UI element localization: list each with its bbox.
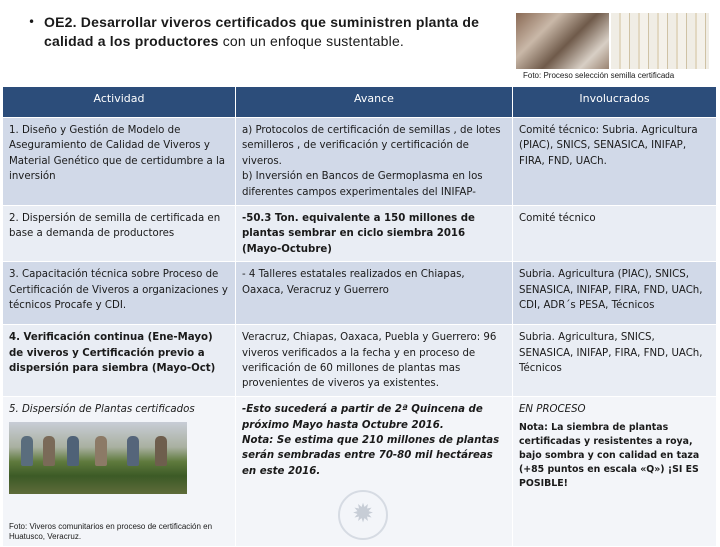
photo-caption-top: Foto: Proceso selección semilla certificada [523,71,675,80]
cell-avance: a) Protocolos de certificación de semillas , de lotes semilleros , de verificación y certificación de viveros. b) Inversión en Bancos de Germoplasma en los diferentes campos experimentales del INIFAP- [236,118,513,206]
cell-actividad: 3. Capacitación técnica sobre Proceso de Certificación de Viveros a organizaciones y técnicos Procafe y CDI. [3,262,236,325]
title-rest-part: con un enfoque sustentable. [218,33,405,49]
cell-avance: - 4 Talleres estatales realizados en Chiapas, Oaxaca, Veracruz y Guerrero [236,262,513,325]
seed-selection-photo-left [516,13,609,69]
table-row [3,262,717,325]
cell-actividad: 4. Verificación continua (Ene-Mayo) de viveros y Certificación previo a dispersión para siembra (Mayo-Oct) [3,325,236,397]
page-title [44,13,504,51]
cell-involucrados [513,397,717,547]
cell-actividad: 1. Diseño y Gestión de Modelo de Aseguramiento de Calidad de Viveros y Material Genético que de certidumbre a la inversión [3,118,236,206]
note-text: Nota: La siembra de plantas certificadas y resistentes a roya, bajo sombra y con calidad en taza (+85 puntos en escala «Q») ¡SI ES POSIBLE! [519,421,700,489]
nursery-photo-caption: Foto: Viveros comunitarios en proceso de certificación en Huatusco, Veracruz. [9,522,213,542]
bullet-marker: • [28,15,36,29]
cell-actividad [3,397,236,547]
cell-involucrados: Comité técnico [513,206,717,262]
activities-table [2,86,717,547]
table-header-row [3,87,717,118]
government-seal-icon: ✹ [338,490,388,540]
cell-avance: -Esto sucederá a partir de 2ª Quincena de próximo Mayo hasta Octubre 2016. Nota: Se estima que 210 millones de plantas serán sembradas entre 70-80 mil hectáreas en este 2016. [236,397,513,547]
header-avance: Avance [236,87,513,118]
cell-involucrados: Subria. Agricultura (PIAC), SNICS, SENASICA, INIFAP, FIRA, FND, UACh, CDI, ADR´s PESA, Técnicos [513,262,717,325]
cell-avance: -50.3 Ton. equivalente a 150 millones de plantas sembrar en ciclo siembra 2016 (Mayo-Octubre) [236,206,513,262]
table-row [3,118,717,206]
cell-actividad: 2. Dispersión de semilla de certificada en base a demanda de productores [3,206,236,262]
table-row [3,325,717,397]
cell-involucrados: Comité técnico: Subria. Agricultura (PIAC), SNICS, SENASICA, INIFAP, FIRA, FND, UACh. [513,118,717,206]
nursery-photo [9,422,187,494]
seed-selection-photo-right [611,13,709,69]
header-actividad: Actividad [3,87,236,118]
status-text: EN PROCESO [519,404,586,416]
title-bold-part: OE2. Desarrollar viveros certificados que suministren planta de calidad a los productores [44,14,480,49]
activity-5-label: 5. Dispersión de Plantas certificados [9,404,195,416]
cell-avance: Veracruz, Chiapas, Oaxaca, Puebla y Guerrero: 96 viveros verificados a la fecha y en proceso de verificación de 60 millones de plantas mas provenientes de viveros ya existentes. [236,325,513,397]
cell-involucrados: Subria. Agricultura, SNICS, SENASICA, INIFAP, FIRA, FND, UACh, Técnicos [513,325,717,397]
header-involucrados: Involucrados [513,87,717,118]
table-row [3,206,717,262]
